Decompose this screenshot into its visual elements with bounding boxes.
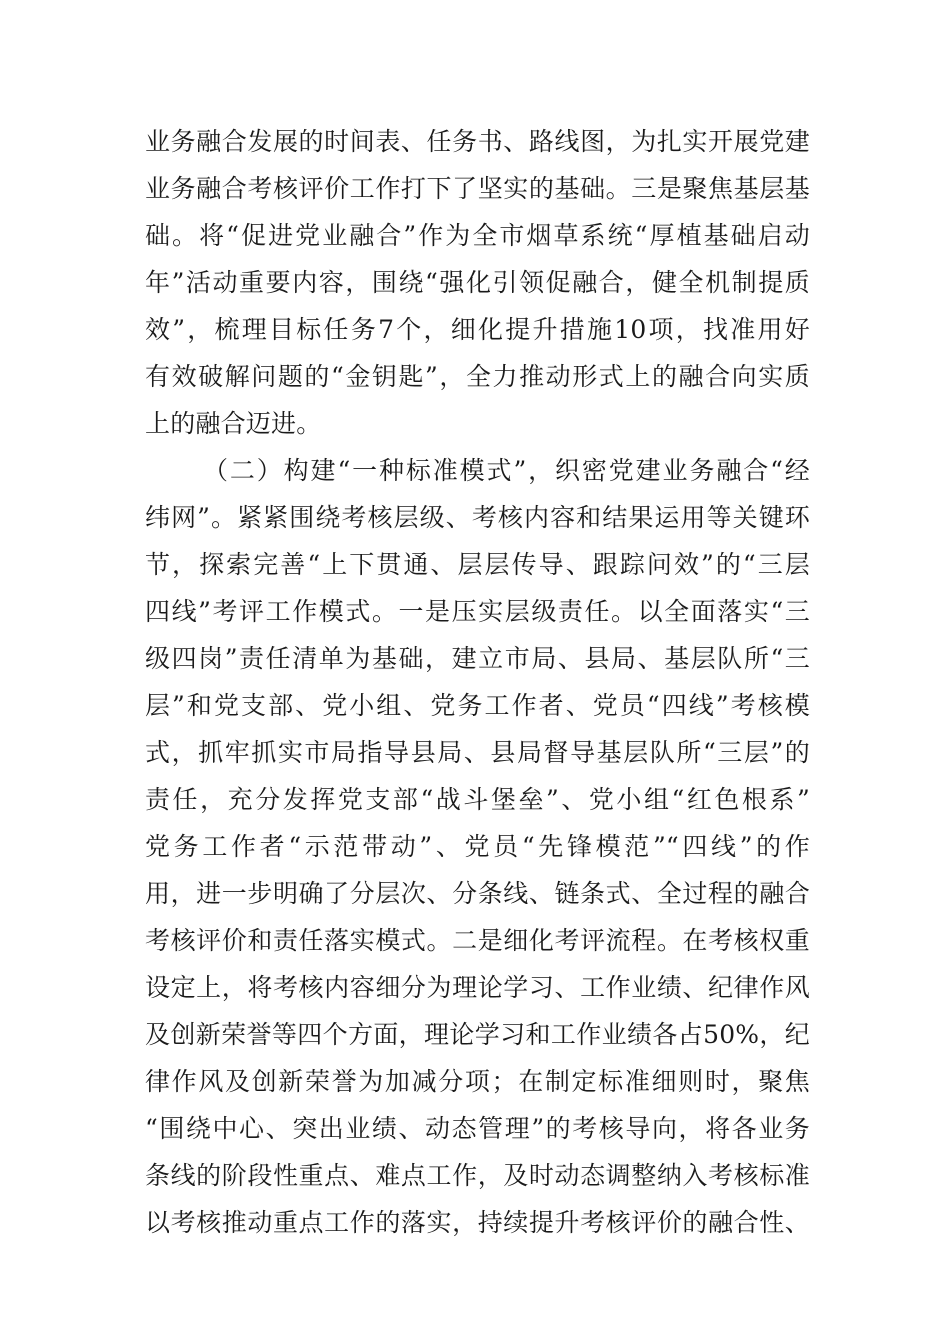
text-line: 纬网”。紧紧围绕考核层级、考核内容和结果运用等关键环 bbox=[145, 503, 810, 532]
text-line: 层”和党支部、党小组、党务工作者、党员“四线”考核模 bbox=[145, 691, 810, 720]
text-line: 党务工作者“示范带动”、党员“先锋模范”“四线”的作 bbox=[145, 832, 810, 861]
text-line: 责任，充分发挥党支部“战斗堡垒”、党小组“红色根系” bbox=[145, 785, 810, 814]
text-line: 四线”考评工作模式。一是压实层级责任。以全面落实“三 bbox=[145, 597, 810, 626]
text-line: 效”，梳理目标任务7个，细化提升措施10项，找准用好 bbox=[145, 315, 810, 344]
text-line: 设定上，将考核内容细分为理论学习、工作业绩、纪律作风 bbox=[145, 973, 810, 1002]
body-text bbox=[145, 118, 810, 1246]
text-line: 上的融合迈进。 bbox=[145, 409, 322, 438]
text-line: 有效破解问题的“金钥匙”，全力推动形式上的融合向实质 bbox=[145, 362, 810, 391]
text-line: 以考核推动重点工作的落实，持续提升考核评价的融合性、 bbox=[145, 1208, 810, 1237]
text-line: 考核评价和责任落实模式。二是细化考评流程。在考核权重 bbox=[145, 926, 810, 955]
text-line: “围绕中心、突出业绩、动态管理”的考核导向，将各业务 bbox=[145, 1114, 810, 1143]
text-line: 及创新荣誉等四个方面，理论学习和工作业绩各占50%，纪 bbox=[145, 1020, 810, 1049]
text-line: 条线的阶段性重点、难点工作，及时动态调整纳入考核标准 bbox=[145, 1161, 810, 1190]
text-line: 节，探索完善“上下贯通、层层传导、跟踪问效”的“三层 bbox=[145, 550, 810, 579]
text-line: 用，进一步明确了分层次、分条线、链条式、全过程的融合 bbox=[145, 879, 810, 908]
text-line: 式，抓牢抓实市局指导县局、县局督导基层队所“三层”的 bbox=[145, 738, 810, 767]
section-heading-line: （二）构建“一种标准模式”，织密党建业务融合“经 bbox=[203, 456, 810, 485]
text-line: 级四岗”责任清单为基础，建立市局、县局、基层队所“三 bbox=[145, 644, 810, 673]
text-line: 础。将“促进党业融合”作为全市烟草系统“厚植基础启动 bbox=[145, 221, 810, 250]
text-line: 业务融合发展的时间表、任务书、路线图，为扎实开展党建 bbox=[145, 127, 810, 156]
text-line: 律作风及创新荣誉为加减分项；在制定标准细则时，聚焦 bbox=[145, 1067, 810, 1096]
text-line: 年”活动重要内容，围绕“强化引领促融合，健全机制提质 bbox=[145, 268, 810, 297]
text-line: 业务融合考核评价工作打下了坚实的基础。三是聚焦基层基 bbox=[145, 174, 810, 203]
